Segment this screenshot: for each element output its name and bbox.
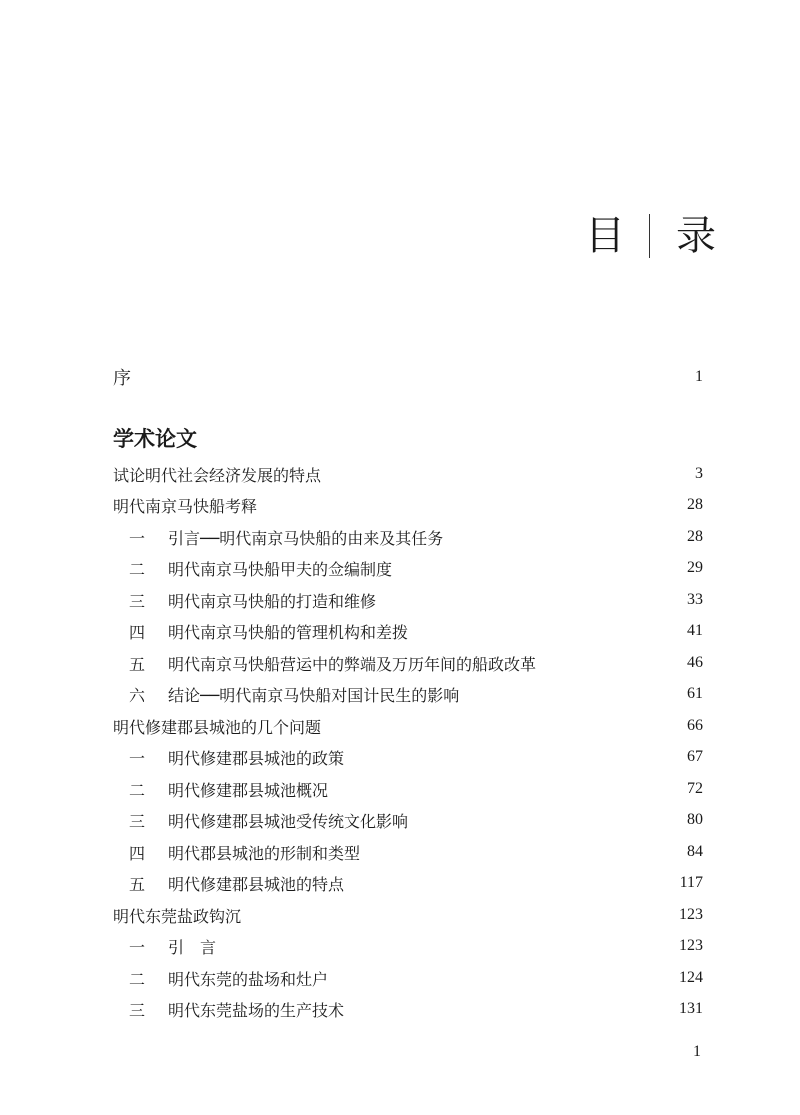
toc-subentry[interactable] — [113, 774, 703, 804]
toc-entry-page: 123 — [679, 937, 703, 954]
toc-subentry-index: 四 — [129, 843, 146, 863]
toc-subentry-index: 五 — [129, 874, 146, 894]
toc-subentry[interactable] — [113, 553, 703, 583]
toc-entry-page: 117 — [679, 874, 703, 891]
toc-entry-label: 明代修建郡县城池的政策 — [168, 748, 345, 768]
toc-entry-label: 明代郡县城池的形制和类型 — [168, 843, 361, 863]
toc-entry-label: 引 言 — [168, 937, 217, 957]
title-char-right: 录 — [676, 213, 716, 259]
toc-subentry-index: 二 — [129, 969, 146, 989]
toc-subentry-index: 一 — [129, 528, 146, 548]
toc-subentry-index: 二 — [129, 780, 146, 800]
toc-entry-page: 124 — [679, 969, 703, 986]
toc-subentry-index: 五 — [129, 654, 146, 674]
toc-entry-page: 46 — [687, 654, 703, 671]
toc-entry-label: 明代东莞盐政钩沉 — [113, 906, 242, 926]
toc-subentry[interactable] — [113, 616, 703, 646]
toc-subentry[interactable] — [113, 963, 703, 993]
toc-entry-page: 66 — [687, 717, 703, 734]
toc-entry-label: 结论──明代南京马快船对国计民生的影响 — [168, 685, 460, 705]
toc-entry-label: 明代修建郡县城池受传统文化影响 — [168, 811, 409, 831]
toc-entry-label: 明代南京马快船甲夫的佥编制度 — [168, 559, 393, 579]
title-divider — [649, 214, 650, 258]
toc-entry-page: 29 — [687, 559, 703, 576]
toc-entry-page: 84 — [687, 843, 703, 860]
toc-subentry[interactable] — [113, 868, 703, 898]
toc-subentry-index: 一 — [129, 748, 146, 768]
toc-subentry-index: 四 — [129, 622, 146, 642]
toc-subentry-index: 一 — [129, 937, 146, 957]
toc-subentry-index: 三 — [129, 811, 146, 831]
toc-entry[interactable] — [113, 459, 703, 489]
toc-entry[interactable] — [113, 900, 703, 930]
page-number: 1 — [693, 1043, 701, 1060]
toc-subentry[interactable] — [113, 837, 703, 867]
section-heading: 学术论文 — [113, 426, 197, 451]
toc-entry-page: 80 — [687, 811, 703, 828]
toc-entry-label: 明代南京马快船的管理机构和差拨 — [168, 622, 409, 642]
toc-entry-page: 3 — [695, 465, 703, 482]
toc-subentry-index: 二 — [129, 559, 146, 579]
toc-entry-label: 明代南京马快船的打造和维修 — [168, 591, 377, 611]
toc-entry-label: 明代修建郡县城池的几个问题 — [113, 717, 322, 737]
toc-subentry[interactable] — [113, 648, 703, 678]
toc-entry-label: 明代东莞的盐场和灶户 — [168, 969, 329, 989]
toc-entry-page: 28 — [687, 528, 703, 545]
toc-entry-page: 72 — [687, 780, 703, 797]
toc-entry-label: 明代修建郡县城池概况 — [168, 780, 329, 800]
toc-subentry[interactable] — [113, 805, 703, 835]
toc-subentry[interactable] — [113, 931, 703, 961]
toc-subentry-index: 六 — [129, 685, 146, 705]
toc-entry-page: 67 — [687, 748, 703, 765]
toc-entry-label: 引言──明代南京马快船的由来及其任务 — [168, 528, 444, 548]
toc-entry-page: 123 — [679, 906, 703, 923]
toc-subentry-index: 三 — [129, 591, 146, 611]
toc-subentry[interactable] — [113, 742, 703, 772]
toc-entry-page: 61 — [687, 685, 703, 702]
toc-entry-page: 1 — [695, 368, 703, 385]
toc-subentry[interactable] — [113, 522, 703, 552]
toc-entry-page: 131 — [679, 1000, 703, 1017]
page-title — [585, 210, 716, 262]
toc-entry[interactable] — [113, 490, 703, 520]
toc-entry-label: 明代东莞盐场的生产技术 — [168, 1000, 345, 1020]
toc-subentry[interactable] — [113, 994, 703, 1024]
toc-entry-preface[interactable] — [113, 362, 703, 392]
toc-entry-label: 序 — [113, 368, 131, 389]
toc-entry-page: 33 — [687, 591, 703, 608]
toc-entry[interactable] — [113, 711, 703, 741]
toc-entry-page: 28 — [687, 496, 703, 513]
toc-subentry[interactable] — [113, 679, 703, 709]
toc-entry-label: 明代修建郡县城池的特点 — [168, 874, 345, 894]
title-char-left: 目 — [585, 213, 625, 259]
toc-entry-label: 试论明代社会经济发展的特点 — [113, 465, 322, 485]
toc-subentry[interactable] — [113, 585, 703, 615]
toc-entry-label: 明代南京马快船考释 — [113, 496, 258, 516]
toc-subentry-index: 三 — [129, 1000, 146, 1020]
toc-entry-label: 明代南京马快船营运中的弊端及万历年间的船政改革 — [168, 654, 537, 674]
toc-entry-page: 41 — [687, 622, 703, 639]
